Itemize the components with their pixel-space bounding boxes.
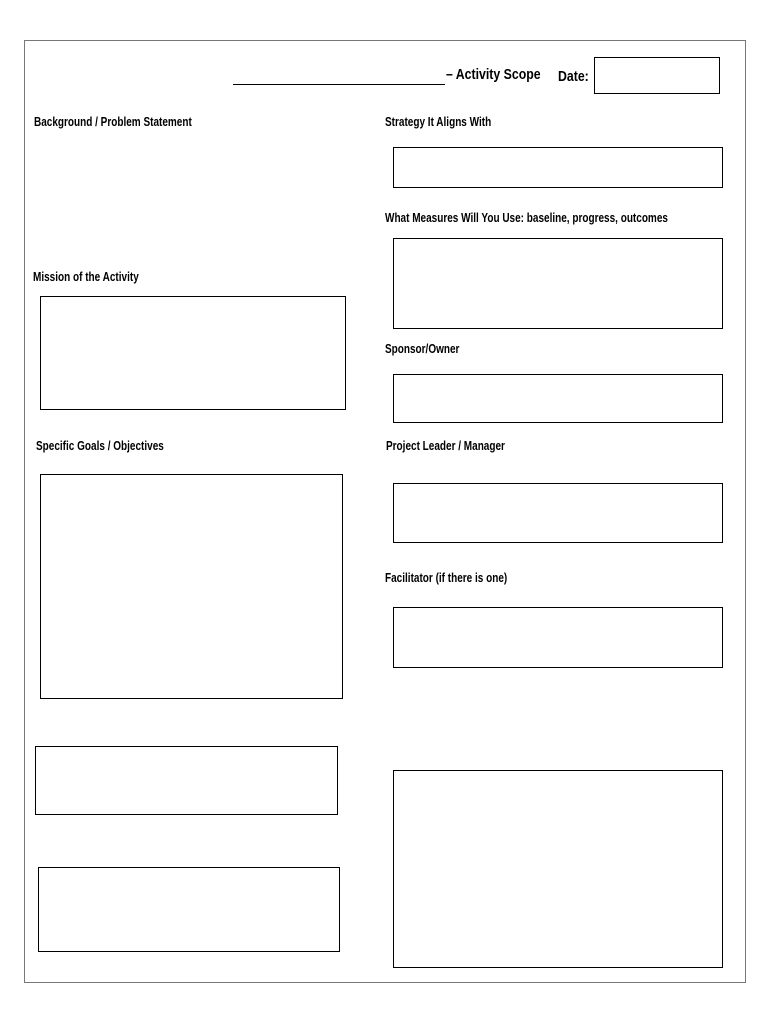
- facilitator-field[interactable]: [393, 607, 723, 668]
- extra-field-right[interactable]: [393, 770, 723, 968]
- goals-label: Specific Goals / Objectives: [36, 439, 164, 453]
- mission-label: Mission of the Activity: [33, 270, 139, 284]
- extra-field-left-1[interactable]: [35, 746, 338, 815]
- strategy-label: Strategy It Aligns With: [385, 115, 492, 129]
- sponsor-field[interactable]: [393, 374, 723, 423]
- strategy-field[interactable]: [393, 147, 723, 188]
- measures-label: What Measures Will You Use: baseline, progress, outcomes: [385, 211, 668, 225]
- form-title: – Activity Scope: [446, 66, 541, 83]
- activity-name-blank[interactable]: [233, 84, 445, 85]
- leader-label: Project Leader / Manager: [386, 439, 505, 453]
- goals-field[interactable]: [40, 474, 343, 699]
- leader-field[interactable]: [393, 483, 723, 543]
- sponsor-label: Sponsor/Owner: [385, 342, 460, 356]
- background-label: Background / Problem Statement: [34, 115, 192, 129]
- date-label: Date:: [558, 68, 589, 85]
- facilitator-label: Facilitator (if there is one): [385, 571, 508, 585]
- date-field[interactable]: [594, 57, 720, 94]
- extra-field-left-2[interactable]: [38, 867, 340, 952]
- measures-field[interactable]: [393, 238, 723, 329]
- mission-field[interactable]: [40, 296, 346, 410]
